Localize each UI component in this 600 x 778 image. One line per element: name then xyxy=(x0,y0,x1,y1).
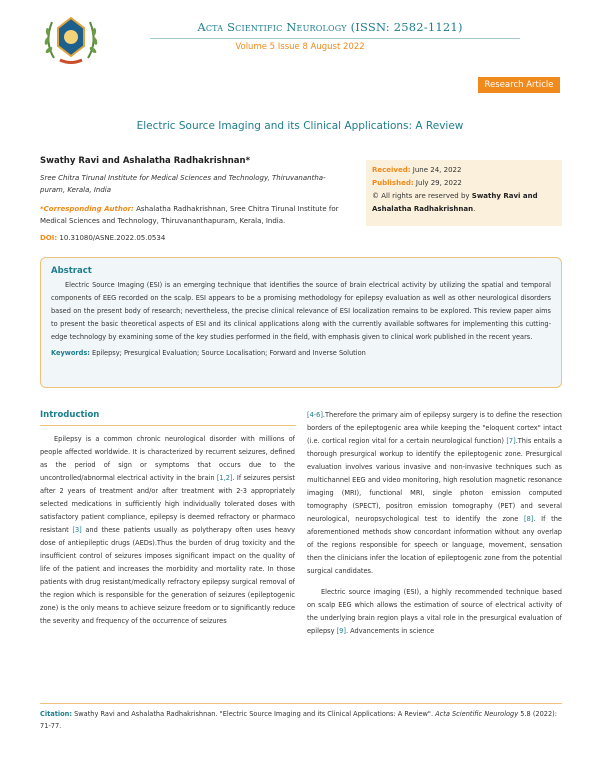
text-run: . If the aforementioned methods show concordant information without any overlap of the regions responsible for speech or language, movement, sensation then the clinicians infer the location of epileptogenic zone from the potential surgical candidates. xyxy=(307,515,562,575)
authors: Swathy Ravi and Ashalatha Radhakrishnan* xyxy=(40,156,251,166)
rights-prefix: © All rights are reserved by xyxy=(372,192,470,200)
journal-title: Acta Scientific Neurology (ISSN: 2582-1121) xyxy=(197,20,463,34)
reference-link[interactable]: [7] xyxy=(506,437,516,445)
text-run: .This entails a thorough presurgical workup to identify the epileptogenic zone. Presurgical evaluation involves various invasive and non-invasive techniques such as multichannel EEG and video monitoring, high resolution magnetic resonance imaging (MRI), functional MRI, single photon emission computed tomography (SPECT), positron emission tomography (PET) and several neurological, neuropsychological test to identify the zone xyxy=(307,437,562,523)
rights-line xyxy=(372,190,556,216)
intro-paragraph-3 xyxy=(307,586,562,638)
published-label: Published: xyxy=(372,179,414,187)
doi-label: DOI: xyxy=(40,234,58,242)
reference-link[interactable]: [1,2] xyxy=(216,474,233,482)
rights-authors: Swathy Ravi and Ashalatha Radhakrishnan xyxy=(372,192,538,213)
reference-link[interactable]: [3] xyxy=(72,526,82,534)
reference-link[interactable]: [4-6] xyxy=(307,411,323,419)
introduction-divider xyxy=(40,425,296,426)
published-date: July 29, 2022 xyxy=(415,179,462,187)
reference-link[interactable]: [8] xyxy=(524,515,534,523)
keywords-text: Epilepsy; Presurgical Evaluation; Source Localisation; Forward and Inverse Solution xyxy=(92,349,366,357)
text-run: . If seizures persist after 2 years of treatment and/or after treatment with 2-3 appropriately selected medications in sufficiently high individually tolerated doses with satisfactory patient compliance, epilepsy is deemed refractory or pharmaco resistant xyxy=(40,474,295,534)
header-divider xyxy=(150,38,520,39)
article-type-badge: Research Article xyxy=(478,77,560,93)
text-run: Epilepsy is a common chronic neurological disorder with millions of people affected worldwide. It is characterized by recurrent seizures, defined as the period of sign or symptoms that occurs due to the uncontrolled/abnormal electrical activity in the brain xyxy=(40,435,295,482)
intro-paragraph-2 xyxy=(307,409,562,578)
text-run: . Advancements in science xyxy=(345,627,435,635)
abstract-heading: Abstract xyxy=(51,266,92,276)
citation-end: 5.8 (2022): 71-77. xyxy=(40,710,557,730)
article-title: Electric Source Imaging and its Clinical Applications: A Review xyxy=(136,120,464,132)
doi xyxy=(40,234,340,242)
corresponding-label: *Corresponding Author: xyxy=(40,205,134,213)
text-run: and these patients usually as polytherapy often uses heavy dose of antiepileptic drugs (AEDs).Thus the burden of drug toxicity and the insufficient control of seizures imposes significant impact on the quality of life of the patient and increases the morbidity and mortality rate. In those patients with drug resistant/medically refractory epilepsy surgical removal of the region which is responsible for the generation of seizures (epileptogenic zone) is the only means to achieve seizure freedom or to significantly reduce the severity and frequency of the occurrence of seizures xyxy=(40,526,295,625)
text-run: Electric source imaging (ESI), a highly recommended technique based on scalp EEG which allows the estimation of source of electrical activity of the underlying brain region plays a vital role in the presurgical evaluation of epilepsy xyxy=(307,588,562,635)
body-column-right xyxy=(307,409,562,646)
footer-divider xyxy=(40,703,562,704)
received-line xyxy=(372,164,556,177)
abstract-text: Electric Source Imaging (ESI) is an emerging technique that identifies the source of brain electrical activity by utilizing the spatial and temporal components of EEG recorded on the scalp. ESI appears to be a promising methodology for epilepsy evaluation as well as other neurological disorders based on the present body of research; nevertheless, the precise clinical relevance of ESI localization remains to be explored. This review paper aims to present the basic theoretical aspects of ESI and its clinical applications along with the currently available softwares for implementing this cutting-edge technology by examining some of the key studies performed in the field, with emphasis given to clinical work published in the recent years. xyxy=(51,281,551,341)
affiliation: Sree Chitra Tirunal Institute for Medical Sciences and Technology, Thiruvanantha-puram, Kerala, India xyxy=(40,174,326,194)
reference-link[interactable]: [9] xyxy=(336,627,346,635)
citation xyxy=(40,708,562,732)
dates-box xyxy=(366,160,562,226)
doi-link[interactable]: 10.31080/ASNE.2022.05.0534 xyxy=(59,234,166,242)
citation-label: Citation: xyxy=(40,710,72,718)
volume-issue: Volume 5 Issue 8 August 2022 xyxy=(235,42,365,52)
keywords-label: Keywords: xyxy=(51,349,90,357)
corresponding-author xyxy=(40,203,350,227)
rights-suffix: . xyxy=(473,205,476,213)
intro-paragraph-1 xyxy=(40,433,295,628)
corresponding-text: Ashalatha Radhakrishnan, Sree Chitra Tirunal Institute for Medical Sciences and Technology, Thiruvananthapuram, Kerala, India. xyxy=(40,205,339,225)
introduction-heading: Introduction xyxy=(40,410,100,420)
text-run: .Therefore the primary aim of epilepsy surgery is to define the resection borders of the epileptogenic area while keeping the "eloquent cortex" intact (i.e. cortical region vital for a certain neurological function) xyxy=(307,411,562,445)
received-label: Received: xyxy=(372,166,411,174)
citation-text: Swathy Ravi and Ashalatha Radhakrishnan. "Electric Source Imaging and its Clinical Applications: A Review". xyxy=(74,710,436,718)
body-column-left xyxy=(40,433,295,636)
journal-logo-icon xyxy=(40,8,102,70)
received-date: June 24, 2022 xyxy=(412,166,462,174)
keywords xyxy=(51,347,551,360)
published-line xyxy=(372,177,556,190)
abstract-box xyxy=(40,257,562,388)
citation-journal: Acta Scientific Neurology xyxy=(435,710,519,718)
